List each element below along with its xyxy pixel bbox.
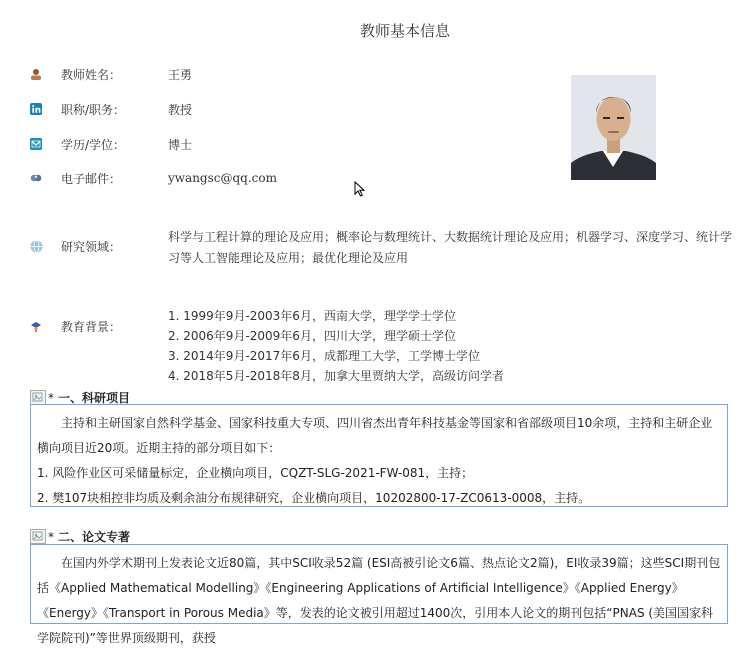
mail-icon [30,138,42,150]
degree-label: 学历/学位： [61,137,126,152]
list-item: 2. 2006年9月-2009年6月，四川大学，理学硕士学位 [168,329,456,343]
list-item: 4. 2018年5月-2018年8月，加拿大里贾纳大学，高级访问学者 [168,369,504,383]
title-row [30,99,192,119]
projects-intro: 主持和主研国家自然科学基金、国家科技重大专项、四川省杰出青年科技基金等国家和省部级项目10余项，主持和主研企业横向项目近20项。近期主持的部分项目如下： [37,416,713,455]
globe-icon [30,240,42,252]
section-heading-papers [30,528,130,545]
list-item: 2. 樊107块相控非均质及剩余油分布规律研究，企业横向项目，10202800-17-ZC0613-0008，主持。 [37,491,591,505]
list-item: 3. 2014年9月-2017年6月，成都理工大学，工学博士学位 [168,349,480,363]
name-value: 王勇 [168,67,193,82]
broken-image-icon [30,390,46,405]
projects-box [30,404,728,507]
name-row [30,64,192,84]
broken-image-icon [30,529,46,544]
name-label: 教师姓名： [61,67,122,82]
page-title: 教师基本信息 [359,22,450,40]
person-icon [30,68,42,80]
contact-icon [30,172,42,184]
papers-text: 在国内外学术期刊上发表论文近80篇，其中SCI收录52篇 (ESI高被引论文6篇、热点论文2篇)，EI收录39篇；这些SCI期刊包括《Applied Mathematical Modelling》《Engineering Applications of Artificial Intelligence》《Applied Energy》《Energy》《Transport in Porous Media》等，发表的论文被引用超过1400次，引用本人论文的期刊包括“PNAS (美国国家科学院院刊)”等世界顶级期刊，获授 [37,556,721,645]
research-label: 研究领域： [61,239,122,254]
teacher-photo [571,75,656,180]
email-value[interactable]: ywangsc@qq.com [168,171,277,185]
list-item: 1. 风险作业区可采储量标定，企业横向项目，CQZT-SLG-2021-FW-081，主持； [37,466,474,480]
education-label: 教育背景： [61,319,122,334]
papers-box [30,544,728,645]
email-row [30,168,277,188]
section-title: 一、科研项目 [58,391,131,405]
broken-image-alt: * [48,529,54,544]
degree-value: 博士 [168,137,193,152]
list-item: 1. 1999年9月-2003年6月，西南大学，理学学士学位 [168,309,456,323]
title-value: 教授 [168,102,193,117]
education-list [168,306,588,386]
graduation-icon [30,320,42,332]
mouse-cursor-icon [354,181,365,201]
broken-image-alt: * [48,390,54,405]
linkedin-icon [30,103,42,115]
education-row [30,316,168,336]
research-row [30,236,168,256]
email-label: 电子邮件： [61,171,122,186]
section-title: 二、论文专著 [58,530,131,544]
title-label: 职称/职务： [61,102,126,117]
degree-row [30,134,192,154]
research-value: 科学与工程计算的理论及应用；概率论与数理统计、大数据统计理论及应用；机器学习、深度学习、统计学习等人工智能理论及应用；最优化理论及应用 [168,230,733,265]
